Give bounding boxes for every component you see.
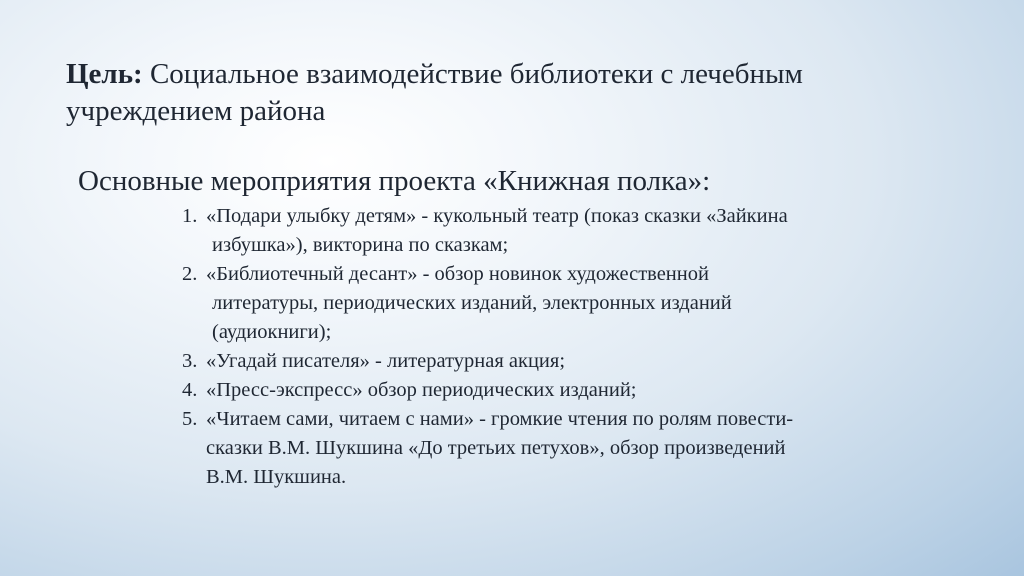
- event-number: 5.: [182, 408, 198, 430]
- events-heading: Основные мероприятия проекта «Книжная полка»:: [78, 165, 711, 197]
- event-line: «Угадай писателя» - литературная акция;: [206, 350, 566, 372]
- event-line: (аудиокниги);: [212, 321, 332, 343]
- event-line: сказки В.М. Шукшина «До третьих петухов», обзор произведений: [206, 437, 786, 459]
- event-item-4: [182, 376, 982, 405]
- event-line: «Подари улыбку детям» - кукольный театр (показ сказки «Зайкина: [206, 205, 788, 227]
- goal-text: Социальное взаимодействие библиотеки с лечебным учреждением района: [66, 58, 803, 127]
- event-number: 3.: [182, 350, 198, 372]
- event-item-3: [182, 347, 982, 376]
- event-text: [206, 405, 982, 492]
- event-text: [206, 260, 982, 347]
- events-list: [182, 202, 982, 492]
- event-item-1: [182, 202, 982, 260]
- event-item-2: [182, 260, 982, 347]
- event-number: 1.: [182, 205, 198, 227]
- event-line: литературы, периодических изданий, электронных изданий: [212, 292, 732, 314]
- event-text: [206, 202, 982, 260]
- event-line: В.М. Шукшина.: [206, 466, 347, 488]
- event-line: избушка»), викторина по сказкам;: [212, 234, 509, 256]
- event-number: 4.: [182, 379, 198, 401]
- goal-statement: [66, 56, 966, 130]
- goal-label: Цель:: [66, 58, 143, 90]
- event-text: [206, 376, 982, 405]
- event-line: «Читаем сами, читаем с нами» - громкие чтения по ролям повести-: [206, 408, 794, 430]
- event-line: «Пресс-экспресс» обзор периодических изданий;: [206, 379, 637, 401]
- event-number: 2.: [182, 263, 198, 285]
- event-item-5: [182, 405, 982, 492]
- event-text: [206, 347, 982, 376]
- event-line: «Библиотечный десант» - обзор новинок художественной: [206, 263, 709, 285]
